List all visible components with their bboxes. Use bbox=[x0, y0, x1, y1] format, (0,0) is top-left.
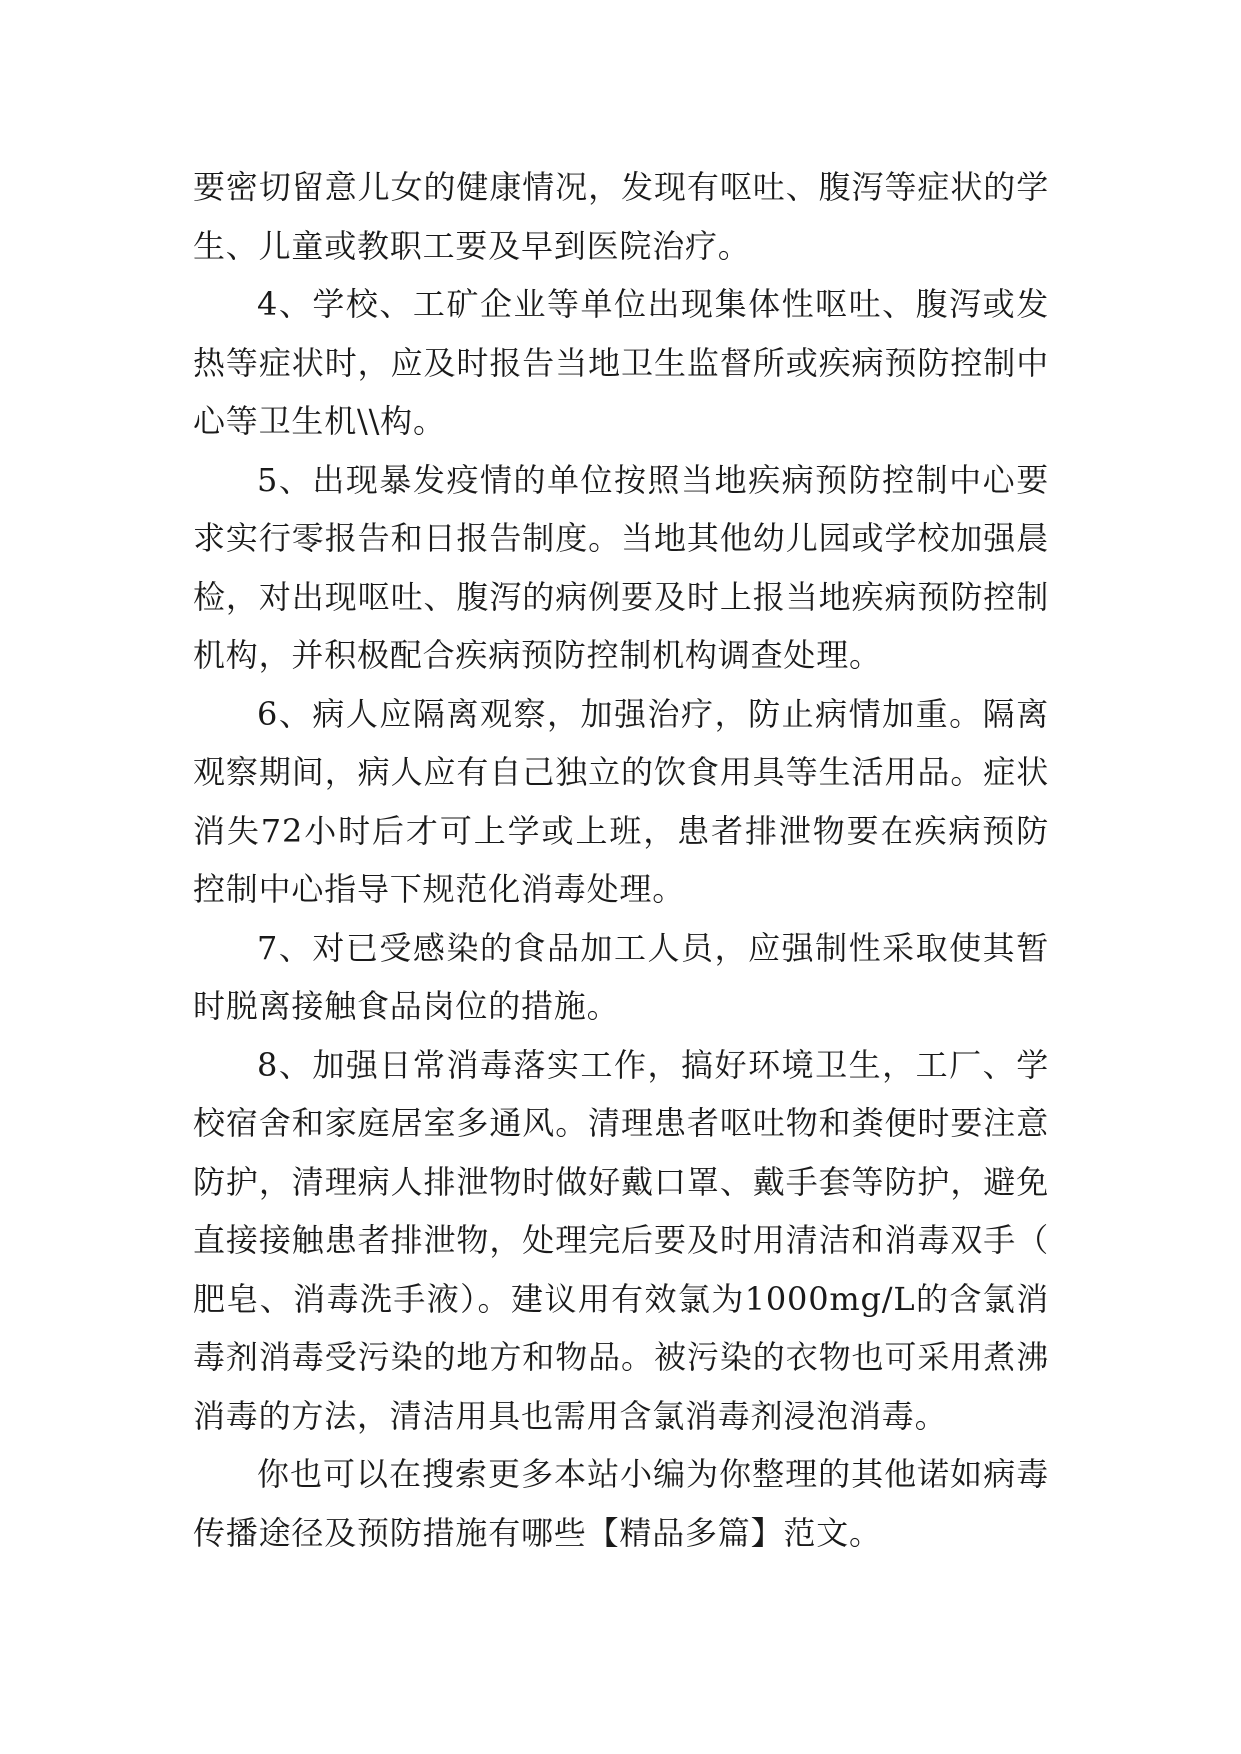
paragraph-item-6: 6、病人应隔离观察，加强治疗，防止病情加重。隔离观察期间，病人应有自己独立的饮食用具等生活用品。症状消失72小时后才可上学或上班，患者排泄物要在疾病预防控制中心指导下规范化消毒处理。 bbox=[193, 694, 1049, 908]
document-body bbox=[193, 158, 1049, 1562]
paragraph-item-8: 8、加强日常消毒落实工作，搞好环境卫生，工厂、学校宿舍和家庭居室多通风。清理患者呕吐物和粪便时要注意防护，清理病人排泄物时做好戴口罩、戴手套等防护，避免直接接触患者排泄物，处理完后要及时用清洁和消毒双手（肥皂、消毒洗手液）。建议用有效氯为1000mg/L的含氯消毒剂消毒受污染的地方和物品。被污染的衣物也可采用煮沸消毒的方法，清洁用具也需用含氯消毒剂浸泡消毒。 bbox=[193, 1045, 1049, 1435]
paragraph-item-7: 7、对已受感染的食品加工人员，应强制性采取使其暂时脱离接触食品岗位的措施。 bbox=[193, 928, 1049, 1025]
paragraph-continuation: 要密切留意儿女的健康情况，发现有呕吐、腹泻等症状的学生、儿童或教职工要及早到医院治疗。 bbox=[193, 168, 1049, 265]
paragraph-item-4: 4、学校、工矿企业等单位出现集体性呕吐、腹泻或发热等症状时，应及时报告当地卫生监督所或疾病预防控制中心等卫生机\\构。 bbox=[193, 285, 1049, 440]
paragraph-item-5: 5、出现暴发疫情的单位按照当地疾病预防控制中心要求实行零报告和日报告制度。当地其他幼儿园或学校加强晨检，对出现呕吐、腹泻的病例要及时上报当地疾病预防控制机构，并积极配合疾病预防控制机构调查处理。 bbox=[193, 460, 1049, 674]
paragraph-closing-note: 你也可以在搜索更多本站小编为你整理的其他诺如病毒传播途径及预防措施有哪些【精品多篇】范文。 bbox=[193, 1455, 1049, 1552]
